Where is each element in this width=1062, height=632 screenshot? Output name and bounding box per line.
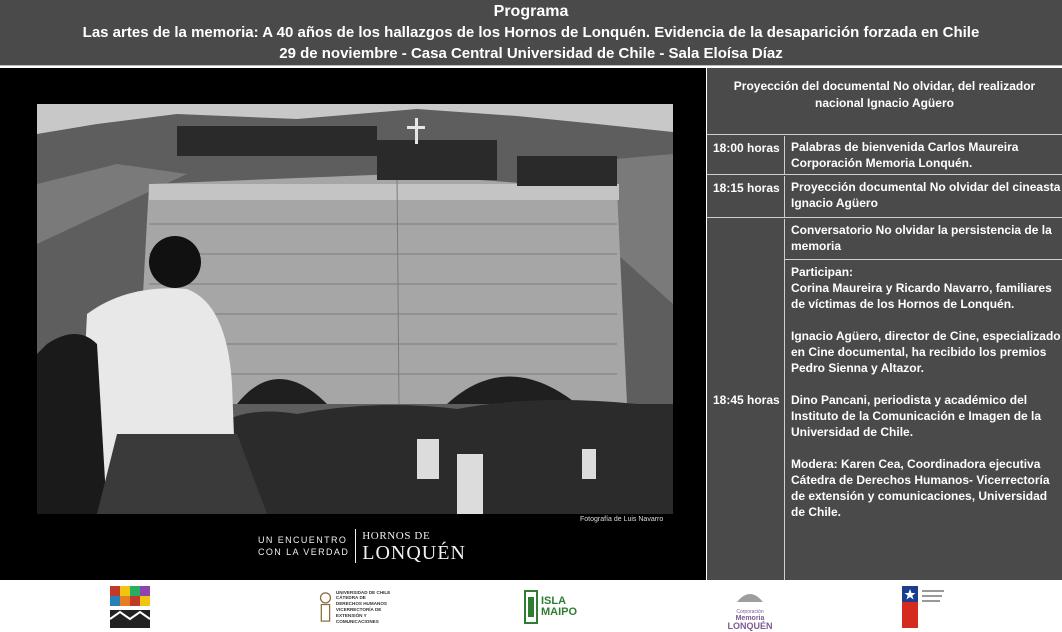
hornos-lonquen-brand — [258, 526, 466, 566]
schedule-row — [707, 136, 1062, 175]
schedule-table — [707, 68, 1062, 580]
uchile-line: VICERRECTORÍA DE — [335, 607, 382, 612]
schedule-row — [707, 219, 1062, 580]
participant-item: Ignacio Agüero, director de Cine, especializado en Cine documental, ha recibido los premios Pedro Sienna y Altazor. — [791, 329, 1061, 375]
schedule-row — [707, 176, 1062, 218]
uchile-logo — [318, 586, 398, 628]
brand-wordmark-main: LONQUÉN — [362, 542, 466, 564]
lonquen-photo — [37, 104, 673, 514]
program-title: Programa — [493, 3, 569, 20]
photo-credit: Fotografía de Luis Navarro — [580, 516, 664, 523]
uchile-seal-icon — [318, 588, 333, 626]
isla-maipo-logo — [524, 586, 586, 628]
schedule-desc — [791, 219, 1061, 520]
uchile-logo-text — [336, 590, 398, 625]
uchile-line: EXTENSIÓN Y COMUNICACIONES — [335, 612, 379, 624]
memoria-line: LONQUÉN — [727, 621, 773, 631]
schedule-time: 18:00 horas — [707, 136, 785, 174]
photo-panel — [0, 68, 706, 580]
brand-wordmark-top: HORNOS DE — [362, 530, 431, 542]
isla-maipo-text: ISLA MAIPO — [541, 595, 578, 618]
participant-item: Corina Maureira y Ricardo Navarro, familiares de víctimas de los Hornos de Lonquén. — [791, 281, 1052, 311]
memoria-line: Memoria — [735, 615, 765, 622]
brand-tagline — [258, 534, 349, 558]
schedule-time: 18:15 horas — [707, 176, 785, 217]
brand-tagline-line2: CON LA VERDAD — [258, 547, 350, 557]
participants-label: Participan: — [791, 265, 854, 279]
uchile-line: UNIVERSIDAD DE CHILE — [335, 589, 391, 595]
memoria-lonquen-emblem-icon — [735, 586, 765, 604]
photo-illustration — [37, 104, 673, 514]
participants-block — [791, 260, 1061, 520]
schedule-desc: Palabras de bienvenida Carlos Maureira Corporación Memoria Lonquén. — [791, 140, 1019, 170]
uchile-line: DERECHOS HUMANOS — [335, 601, 387, 607]
isla-maipo-emblem-icon — [524, 589, 538, 625]
event-title: Las artes de la memoria: A 40 años de los hallazgos de los Hornos de Lonquén. Evidencia de la desaparición forzada en Chile — [82, 24, 980, 41]
sponsor-logos — [0, 582, 1062, 632]
brand-tagline-line1: UN ENCUENTRO — [258, 535, 348, 545]
conversatorio-title: Conversatorio No olvidar la persistencia de la memoria — [785, 222, 1062, 260]
schedule-time: 18:45 horas — [707, 219, 785, 580]
brand-divider — [355, 529, 356, 563]
program-header — [0, 0, 1062, 66]
moderator-item: Modera: Karen Cea, Coordinadora ejecutiva Cátedra de Derechos Humanos- Vicerrectoría de extensión y comunicaciones, Universidad de Chile. — [791, 457, 1050, 519]
gobierno-chile-logo — [902, 586, 946, 628]
indigenous-pattern-logo — [110, 586, 150, 628]
memoria-line: Corporación — [736, 609, 764, 615]
brand-wordmark — [362, 529, 466, 563]
schedule-desc: Proyección documental No olvidar del cineasta Ignacio Agüero — [791, 180, 1061, 210]
event-date-place: 29 de noviembre - Casa Central Universidad de Chile - Sala Eloísa Díaz — [279, 45, 783, 62]
participant-item: Dino Pancani, periodista y académico del Instituto de la Comunicación e Imagen de la Universidad de Chile. — [791, 393, 1042, 439]
uchile-line: CÁTEDRA DE — [335, 595, 366, 601]
memoria-lonquen-logo — [726, 586, 774, 631]
schedule-title: Proyección del documental No olvidar, del realizador nacional Ignacio Agüero — [707, 68, 1062, 135]
